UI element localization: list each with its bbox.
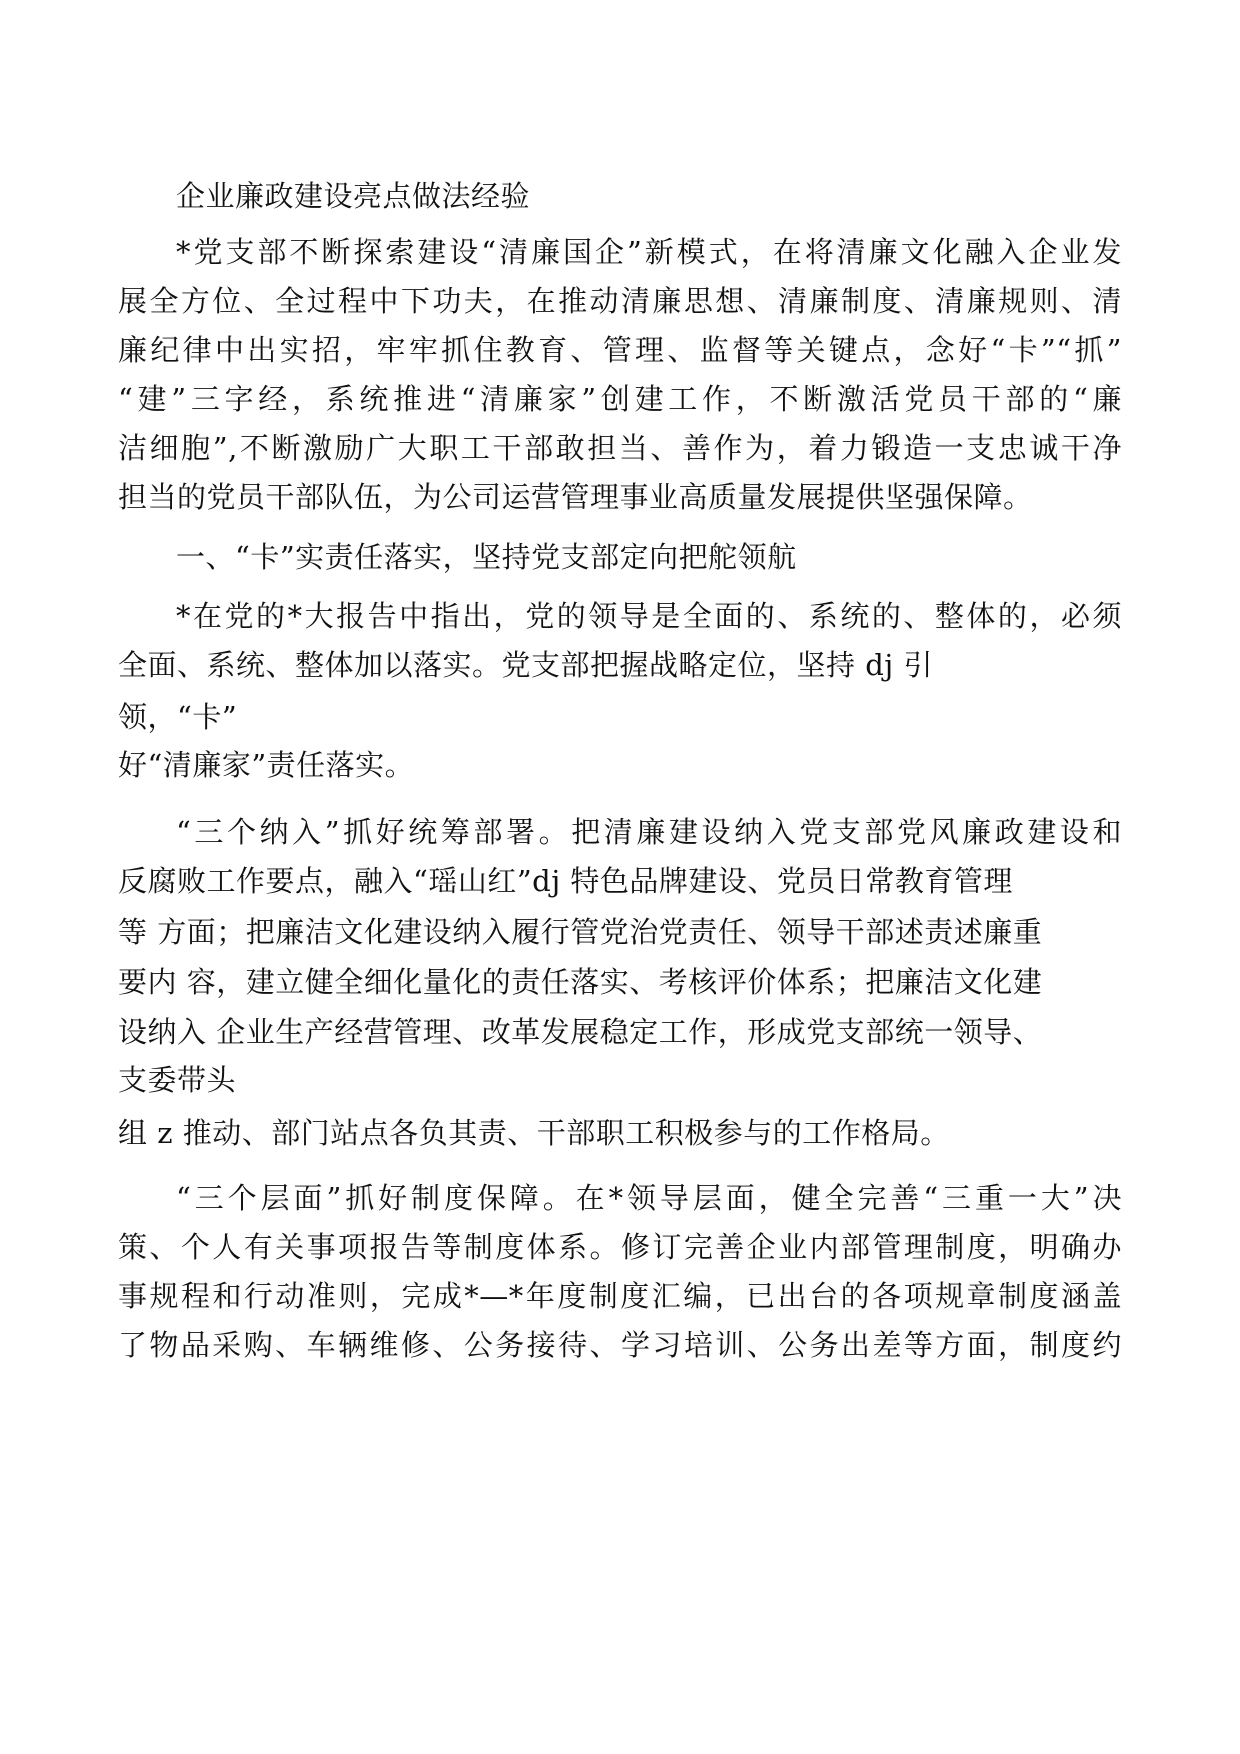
- paragraph-line: 等 方面；把廉洁文化建设纳入履行管党治党责任、领导干部述责述廉重: [118, 915, 1043, 949]
- paragraph-line: 全面、系统、整体加以落实。党支部把握战略定位，坚持 dj 引: [118, 648, 933, 682]
- paragraph-line: 事规程和行动准则，完成*—*年度制度汇编，已出台的各项规章制度涵盖: [118, 1279, 1122, 1313]
- paragraph-line: 要内 容，建立健全细化量化的责任落实、考核评价体系；把廉洁文化建: [118, 965, 1043, 999]
- paragraph-line: 策、个人有关事项报告等制度体系。修订完善企业内部管理制度，明确办: [118, 1230, 1122, 1264]
- paragraph-line: “建”三字经，系统推进“清廉家”创建工作，不断激活党员干部的“廉: [118, 382, 1122, 416]
- paragraph-line: 反腐败工作要点，融入“瑶山红”dj 特色品牌建设、党员日常教育管理: [118, 864, 1013, 898]
- paragraph-line: 担当的党员干部队伍，为公司运营管理事业高质量发展提供坚强保障。: [118, 480, 1033, 514]
- paragraph-line: 设纳入 企业生产经营管理、改革发展稳定工作，形成党支部统一领导、: [118, 1015, 1043, 1049]
- paragraph-line: 领，“卡”: [118, 700, 238, 734]
- paragraph-line: 展全方位、全过程中下功夫，在推动清廉思想、清廉制度、清廉规则、清: [118, 284, 1122, 318]
- paragraph-line: *在党的*大报告中指出，党的领导是全面的、系统的、整体的，必须: [176, 599, 1122, 633]
- section-heading: 一、“卡”实责任落实，坚持党支部定向把舵领航: [176, 540, 797, 574]
- paragraph-line: *党支部不断探索建设“清廉国企”新模式，在将清廉文化融入企业发: [176, 235, 1122, 269]
- document-title: 企业廉政建设亮点做法经验: [176, 179, 531, 213]
- paragraph-line: 好“清廉家”责任落实。: [118, 748, 415, 782]
- paragraph-line: “三个层面”抓好制度保障。在*领导层面，健全完善“三重一大”决: [176, 1181, 1122, 1215]
- paragraph-line: 组 z 推动、部门站点各负其责、干部职工积极参与的工作格局。: [118, 1116, 950, 1150]
- paragraph-line: 支委带头: [118, 1063, 237, 1097]
- paragraph-line: “三个纳入”抓好统筹部署。把清廉建设纳入党支部党风廉政建设和: [176, 815, 1122, 849]
- paragraph-line: 洁细胞”,不断激励广大职工干部敢担当、善作为，着力锻造一支忠诚干净: [118, 431, 1122, 465]
- paragraph-line: 廉纪律中出实招，牢牢抓住教育、管理、监督等关键点，念好“卡”“抓”: [118, 333, 1122, 367]
- paragraph-line: 了物品采购、车辆维修、公务接待、学习培训、公务出差等方面，制度约: [118, 1328, 1122, 1362]
